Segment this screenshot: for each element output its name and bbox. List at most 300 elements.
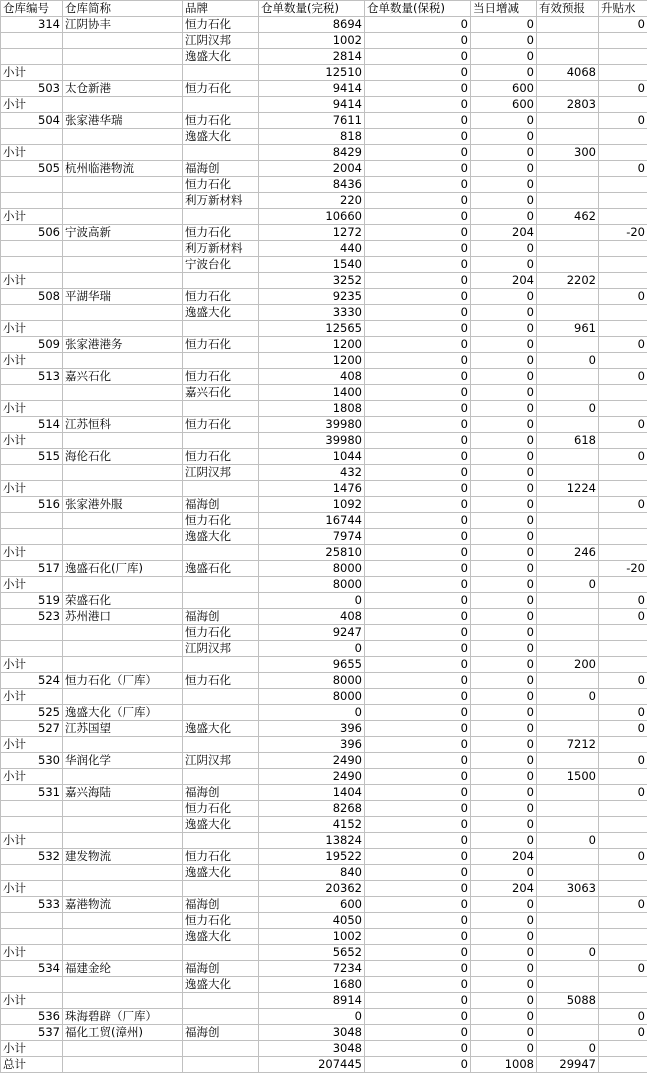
premium-discount-cell[interactable]: 0 [599, 593, 647, 609]
valid-forecast-cell[interactable] [537, 817, 599, 833]
premium-discount-cell[interactable]: 0 [599, 1025, 647, 1041]
daily-change-cell[interactable]: 0 [471, 241, 537, 257]
warehouse-name-cell[interactable]: 珠海碧辟（厂库） [63, 1009, 183, 1025]
premium-discount-cell[interactable] [599, 465, 647, 481]
brand-cell[interactable]: 恒力石化 [183, 449, 259, 465]
brand-cell[interactable] [183, 353, 259, 369]
qty-bonded-cell[interactable]: 0 [365, 465, 471, 481]
daily-change-cell[interactable]: 0 [471, 753, 537, 769]
warehouse-name-cell[interactable]: 逸盛石化(厂库) [63, 561, 183, 577]
warehouse-id-cell[interactable] [1, 129, 63, 145]
qty-duty-paid-cell[interactable]: 16744 [259, 513, 365, 529]
qty-bonded-cell[interactable]: 0 [365, 641, 471, 657]
valid-forecast-cell[interactable]: 246 [537, 545, 599, 561]
qty-bonded-cell[interactable]: 0 [365, 481, 471, 497]
brand-cell[interactable]: 逸盛大化 [183, 305, 259, 321]
valid-forecast-cell[interactable]: 1224 [537, 481, 599, 497]
header-warehouse-name[interactable]: 仓库简称 [63, 1, 183, 17]
warehouse-name-cell[interactable] [63, 801, 183, 817]
warehouse-id-cell[interactable] [1, 257, 63, 273]
qty-duty-paid-cell[interactable]: 19522 [259, 849, 365, 865]
qty-bonded-cell[interactable]: 0 [365, 785, 471, 801]
daily-change-cell[interactable]: 0 [471, 961, 537, 977]
qty-duty-paid-cell[interactable]: 1540 [259, 257, 365, 273]
brand-cell[interactable] [183, 993, 259, 1009]
warehouse-id-cell[interactable] [1, 33, 63, 49]
brand-cell[interactable] [183, 881, 259, 897]
brand-cell[interactable]: 恒力石化 [183, 81, 259, 97]
qty-bonded-cell[interactable]: 0 [365, 225, 471, 241]
qty-bonded-cell[interactable]: 0 [365, 769, 471, 785]
valid-forecast-cell[interactable] [537, 1009, 599, 1025]
daily-change-cell[interactable]: 0 [471, 433, 537, 449]
premium-discount-cell[interactable] [599, 241, 647, 257]
warehouse-name-cell[interactable] [63, 273, 183, 289]
header-daily-change[interactable]: 当日增减 [471, 1, 537, 17]
qty-duty-paid-cell[interactable]: 3048 [259, 1025, 365, 1041]
premium-discount-cell[interactable]: -20 [599, 225, 647, 241]
warehouse-name-cell[interactable]: 逸盛大化（厂库） [63, 705, 183, 721]
warehouse-name-cell[interactable] [63, 65, 183, 81]
qty-bonded-cell[interactable]: 0 [365, 577, 471, 593]
qty-bonded-cell[interactable]: 0 [365, 305, 471, 321]
warehouse-name-cell[interactable] [63, 945, 183, 961]
daily-change-cell[interactable]: 0 [471, 673, 537, 689]
daily-change-cell[interactable]: 0 [471, 545, 537, 561]
brand-cell[interactable]: 江阴汉邦 [183, 465, 259, 481]
qty-duty-paid-cell[interactable]: 7234 [259, 961, 365, 977]
premium-discount-cell[interactable] [599, 977, 647, 993]
qty-bonded-cell[interactable]: 0 [365, 273, 471, 289]
daily-change-cell[interactable]: 0 [471, 705, 537, 721]
brand-cell[interactable]: 逸盛大化 [183, 929, 259, 945]
valid-forecast-cell[interactable] [537, 465, 599, 481]
valid-forecast-cell[interactable] [537, 33, 599, 49]
warehouse-id-cell[interactable]: 505 [1, 161, 63, 177]
qty-duty-paid-cell[interactable]: 4152 [259, 817, 365, 833]
warehouse-id-cell[interactable]: 531 [1, 785, 63, 801]
brand-cell[interactable]: 逸盛大化 [183, 49, 259, 65]
warehouse-name-cell[interactable]: 江苏恒科 [63, 417, 183, 433]
header-qty-bonded[interactable]: 仓单数量(保税) [365, 1, 471, 17]
warehouse-id-cell[interactable]: 523 [1, 609, 63, 625]
warehouse-id-cell[interactable] [1, 193, 63, 209]
brand-cell[interactable] [183, 689, 259, 705]
premium-discount-cell[interactable] [599, 433, 647, 449]
warehouse-id-cell[interactable]: 516 [1, 497, 63, 513]
warehouse-name-cell[interactable] [63, 321, 183, 337]
premium-discount-cell[interactable] [599, 273, 647, 289]
premium-discount-cell[interactable]: 0 [599, 449, 647, 465]
warehouse-id-cell[interactable]: 小计 [1, 1041, 63, 1057]
warehouse-id-cell[interactable]: 小计 [1, 689, 63, 705]
valid-forecast-cell[interactable] [537, 177, 599, 193]
warehouse-id-cell[interactable]: 519 [1, 593, 63, 609]
valid-forecast-cell[interactable]: 200 [537, 657, 599, 673]
qty-bonded-cell[interactable]: 0 [365, 161, 471, 177]
warehouse-id-cell[interactable]: 525 [1, 705, 63, 721]
valid-forecast-cell[interactable]: 300 [537, 145, 599, 161]
qty-bonded-cell[interactable]: 0 [365, 513, 471, 529]
warehouse-name-cell[interactable]: 荣盛石化 [63, 593, 183, 609]
premium-discount-cell[interactable] [599, 769, 647, 785]
valid-forecast-cell[interactable] [537, 449, 599, 465]
daily-change-cell[interactable]: 0 [471, 369, 537, 385]
valid-forecast-cell[interactable] [537, 369, 599, 385]
daily-change-cell[interactable]: 0 [471, 817, 537, 833]
warehouse-id-cell[interactable]: 524 [1, 673, 63, 689]
warehouse-name-cell[interactable] [63, 881, 183, 897]
qty-duty-paid-cell[interactable]: 13824 [259, 833, 365, 849]
brand-cell[interactable] [183, 545, 259, 561]
daily-change-cell[interactable]: 0 [471, 417, 537, 433]
qty-bonded-cell[interactable]: 0 [365, 369, 471, 385]
warehouse-name-cell[interactable]: 江阴协丰 [63, 17, 183, 33]
brand-cell[interactable]: 恒力石化 [183, 801, 259, 817]
premium-discount-cell[interactable] [599, 625, 647, 641]
qty-duty-paid-cell[interactable]: 1272 [259, 225, 365, 241]
premium-discount-cell[interactable]: 0 [599, 17, 647, 33]
valid-forecast-cell[interactable] [537, 785, 599, 801]
qty-bonded-cell[interactable]: 0 [365, 689, 471, 705]
premium-discount-cell[interactable]: 0 [599, 369, 647, 385]
warehouse-name-cell[interactable] [63, 49, 183, 65]
valid-forecast-cell[interactable] [537, 81, 599, 97]
warehouse-name-cell[interactable] [63, 33, 183, 49]
qty-bonded-cell[interactable]: 0 [365, 705, 471, 721]
valid-forecast-cell[interactable]: 0 [537, 577, 599, 593]
warehouse-name-cell[interactable]: 平湖华瑞 [63, 289, 183, 305]
daily-change-cell[interactable]: 0 [471, 321, 537, 337]
brand-cell[interactable]: 恒力石化 [183, 113, 259, 129]
warehouse-name-cell[interactable] [63, 193, 183, 209]
brand-cell[interactable] [183, 209, 259, 225]
qty-duty-paid-cell[interactable]: 8000 [259, 673, 365, 689]
daily-change-cell[interactable]: 0 [471, 33, 537, 49]
qty-bonded-cell[interactable]: 0 [365, 865, 471, 881]
qty-duty-paid-cell[interactable]: 8914 [259, 993, 365, 1009]
daily-change-cell[interactable]: 600 [471, 81, 537, 97]
brand-cell[interactable]: 嘉兴石化 [183, 385, 259, 401]
warehouse-id-cell[interactable]: 小计 [1, 481, 63, 497]
qty-bonded-cell[interactable]: 0 [365, 289, 471, 305]
qty-duty-paid-cell[interactable]: 840 [259, 865, 365, 881]
warehouse-name-cell[interactable]: 福建金纶 [63, 961, 183, 977]
daily-change-cell[interactable]: 204 [471, 273, 537, 289]
brand-cell[interactable]: 恒力石化 [183, 17, 259, 33]
premium-discount-cell[interactable] [599, 833, 647, 849]
qty-bonded-cell[interactable]: 0 [365, 753, 471, 769]
warehouse-id-cell[interactable]: 小计 [1, 401, 63, 417]
warehouse-name-cell[interactable] [63, 865, 183, 881]
daily-change-cell[interactable]: 0 [471, 161, 537, 177]
daily-change-cell[interactable]: 0 [471, 721, 537, 737]
valid-forecast-cell[interactable] [537, 225, 599, 241]
qty-bonded-cell[interactable]: 0 [365, 433, 471, 449]
warehouse-name-cell[interactable]: 张家港外服 [63, 497, 183, 513]
qty-duty-paid-cell[interactable]: 1808 [259, 401, 365, 417]
warehouse-id-cell[interactable]: 小计 [1, 545, 63, 561]
qty-duty-paid-cell[interactable]: 1044 [259, 449, 365, 465]
brand-cell[interactable] [183, 1009, 259, 1025]
brand-cell[interactable]: 江阴汉邦 [183, 753, 259, 769]
warehouse-id-cell[interactable]: 506 [1, 225, 63, 241]
daily-change-cell[interactable]: 0 [471, 689, 537, 705]
warehouse-name-cell[interactable] [63, 1057, 183, 1073]
qty-bonded-cell[interactable]: 0 [365, 1041, 471, 1057]
warehouse-id-cell[interactable]: 504 [1, 113, 63, 129]
warehouse-name-cell[interactable] [63, 737, 183, 753]
premium-discount-cell[interactable] [599, 65, 647, 81]
brand-cell[interactable]: 福海创 [183, 1025, 259, 1041]
qty-duty-paid-cell[interactable]: 1002 [259, 929, 365, 945]
warehouse-name-cell[interactable] [63, 129, 183, 145]
warehouse-id-cell[interactable]: 小计 [1, 833, 63, 849]
warehouse-name-cell[interactable]: 嘉港物流 [63, 897, 183, 913]
brand-cell[interactable] [183, 273, 259, 289]
qty-duty-paid-cell[interactable]: 220 [259, 193, 365, 209]
warehouse-name-cell[interactable]: 张家港华瑞 [63, 113, 183, 129]
qty-duty-paid-cell[interactable]: 440 [259, 241, 365, 257]
valid-forecast-cell[interactable] [537, 49, 599, 65]
warehouse-name-cell[interactable]: 华润化学 [63, 753, 183, 769]
qty-bonded-cell[interactable]: 0 [365, 33, 471, 49]
qty-duty-paid-cell[interactable]: 12565 [259, 321, 365, 337]
warehouse-name-cell[interactable]: 嘉兴石化 [63, 369, 183, 385]
daily-change-cell[interactable]: 0 [471, 897, 537, 913]
qty-duty-paid-cell[interactable]: 3048 [259, 1041, 365, 1057]
valid-forecast-cell[interactable] [537, 593, 599, 609]
brand-cell[interactable]: 福海创 [183, 609, 259, 625]
daily-change-cell[interactable]: 0 [471, 497, 537, 513]
qty-bonded-cell[interactable]: 0 [365, 129, 471, 145]
warehouse-id-cell[interactable] [1, 385, 63, 401]
warehouse-name-cell[interactable]: 嘉兴海陆 [63, 785, 183, 801]
daily-change-cell[interactable]: 0 [471, 593, 537, 609]
valid-forecast-cell[interactable]: 462 [537, 209, 599, 225]
qty-duty-paid-cell[interactable]: 5652 [259, 945, 365, 961]
valid-forecast-cell[interactable]: 3063 [537, 881, 599, 897]
valid-forecast-cell[interactable] [537, 705, 599, 721]
brand-cell[interactable] [183, 577, 259, 593]
daily-change-cell[interactable]: 0 [471, 609, 537, 625]
valid-forecast-cell[interactable]: 5088 [537, 993, 599, 1009]
premium-discount-cell[interactable]: 0 [599, 1009, 647, 1025]
qty-duty-paid-cell[interactable]: 396 [259, 721, 365, 737]
premium-discount-cell[interactable] [599, 97, 647, 113]
qty-duty-paid-cell[interactable]: 8436 [259, 177, 365, 193]
warehouse-name-cell[interactable] [63, 641, 183, 657]
premium-discount-cell[interactable] [599, 881, 647, 897]
qty-bonded-cell[interactable]: 0 [365, 545, 471, 561]
warehouse-id-cell[interactable] [1, 865, 63, 881]
warehouse-name-cell[interactable] [63, 913, 183, 929]
daily-change-cell[interactable]: 0 [471, 577, 537, 593]
warehouse-id-cell[interactable] [1, 913, 63, 929]
valid-forecast-cell[interactable] [537, 961, 599, 977]
daily-change-cell[interactable]: 204 [471, 881, 537, 897]
qty-bonded-cell[interactable]: 0 [365, 993, 471, 1009]
qty-duty-paid-cell[interactable]: 0 [259, 1009, 365, 1025]
qty-bonded-cell[interactable]: 0 [365, 417, 471, 433]
qty-duty-paid-cell[interactable]: 9655 [259, 657, 365, 673]
brand-cell[interactable]: 福海创 [183, 785, 259, 801]
brand-cell[interactable]: 恒力石化 [183, 513, 259, 529]
daily-change-cell[interactable]: 0 [471, 641, 537, 657]
qty-bonded-cell[interactable]: 0 [365, 737, 471, 753]
warehouse-id-cell[interactable]: 小计 [1, 769, 63, 785]
warehouse-id-cell[interactable]: 小计 [1, 433, 63, 449]
daily-change-cell[interactable]: 0 [471, 737, 537, 753]
valid-forecast-cell[interactable] [537, 897, 599, 913]
qty-duty-paid-cell[interactable]: 1200 [259, 353, 365, 369]
qty-duty-paid-cell[interactable]: 408 [259, 609, 365, 625]
valid-forecast-cell[interactable] [537, 257, 599, 273]
qty-duty-paid-cell[interactable]: 8000 [259, 561, 365, 577]
warehouse-id-cell[interactable]: 515 [1, 449, 63, 465]
brand-cell[interactable]: 逸盛大化 [183, 721, 259, 737]
qty-bonded-cell[interactable]: 0 [365, 177, 471, 193]
qty-bonded-cell[interactable]: 0 [365, 817, 471, 833]
valid-forecast-cell[interactable]: 0 [537, 401, 599, 417]
daily-change-cell[interactable]: 0 [471, 449, 537, 465]
valid-forecast-cell[interactable] [537, 913, 599, 929]
premium-discount-cell[interactable] [599, 865, 647, 881]
warehouse-name-cell[interactable]: 海伦石化 [63, 449, 183, 465]
qty-bonded-cell[interactable]: 0 [365, 49, 471, 65]
warehouse-id-cell[interactable]: 小计 [1, 993, 63, 1009]
valid-forecast-cell[interactable]: 4068 [537, 65, 599, 81]
valid-forecast-cell[interactable]: 29947 [537, 1057, 599, 1073]
warehouse-id-cell[interactable] [1, 801, 63, 817]
qty-bonded-cell[interactable]: 0 [365, 385, 471, 401]
daily-change-cell[interactable]: 0 [471, 561, 537, 577]
warehouse-id-cell[interactable] [1, 817, 63, 833]
qty-duty-paid-cell[interactable]: 1404 [259, 785, 365, 801]
warehouse-name-cell[interactable]: 杭州临港物流 [63, 161, 183, 177]
qty-bonded-cell[interactable]: 0 [365, 561, 471, 577]
header-warehouse-id[interactable]: 仓库编号 [1, 1, 63, 17]
qty-bonded-cell[interactable]: 0 [365, 193, 471, 209]
warehouse-id-cell[interactable]: 小计 [1, 65, 63, 81]
daily-change-cell[interactable]: 0 [471, 401, 537, 417]
valid-forecast-cell[interactable] [537, 337, 599, 353]
valid-forecast-cell[interactable] [537, 17, 599, 33]
qty-bonded-cell[interactable]: 0 [365, 337, 471, 353]
qty-bonded-cell[interactable]: 0 [365, 17, 471, 33]
qty-duty-paid-cell[interactable]: 408 [259, 369, 365, 385]
daily-change-cell[interactable]: 0 [471, 1009, 537, 1025]
qty-bonded-cell[interactable]: 0 [365, 449, 471, 465]
qty-duty-paid-cell[interactable]: 9235 [259, 289, 365, 305]
qty-bonded-cell[interactable]: 0 [365, 1025, 471, 1041]
warehouse-name-cell[interactable] [63, 625, 183, 641]
premium-discount-cell[interactable]: 0 [599, 81, 647, 97]
valid-forecast-cell[interactable]: 0 [537, 833, 599, 849]
daily-change-cell[interactable]: 204 [471, 225, 537, 241]
valid-forecast-cell[interactable]: 0 [537, 1041, 599, 1057]
brand-cell[interactable]: 恒力石化 [183, 625, 259, 641]
brand-cell[interactable] [183, 1041, 259, 1057]
warehouse-id-cell[interactable]: 530 [1, 753, 63, 769]
premium-discount-cell[interactable] [599, 257, 647, 273]
qty-duty-paid-cell[interactable]: 432 [259, 465, 365, 481]
qty-bonded-cell[interactable]: 0 [365, 145, 471, 161]
daily-change-cell[interactable]: 0 [471, 177, 537, 193]
warehouse-id-cell[interactable]: 513 [1, 369, 63, 385]
qty-bonded-cell[interactable]: 0 [365, 913, 471, 929]
header-valid-forecast[interactable]: 有效预报 [537, 1, 599, 17]
premium-discount-cell[interactable] [599, 305, 647, 321]
brand-cell[interactable] [183, 593, 259, 609]
valid-forecast-cell[interactable] [537, 561, 599, 577]
qty-duty-paid-cell[interactable]: 8268 [259, 801, 365, 817]
qty-bonded-cell[interactable]: 0 [365, 833, 471, 849]
daily-change-cell[interactable]: 0 [471, 529, 537, 545]
warehouse-name-cell[interactable] [63, 257, 183, 273]
brand-cell[interactable]: 逸盛大化 [183, 529, 259, 545]
daily-change-cell[interactable]: 0 [471, 929, 537, 945]
warehouse-id-cell[interactable]: 小计 [1, 97, 63, 113]
qty-duty-paid-cell[interactable]: 207445 [259, 1057, 365, 1073]
warehouse-id-cell[interactable]: 小计 [1, 145, 63, 161]
brand-cell[interactable]: 恒力石化 [183, 177, 259, 193]
qty-duty-paid-cell[interactable]: 1092 [259, 497, 365, 513]
warehouse-name-cell[interactable]: 福化工贸(漳州) [63, 1025, 183, 1041]
valid-forecast-cell[interactable] [537, 241, 599, 257]
valid-forecast-cell[interactable] [537, 1025, 599, 1041]
brand-cell[interactable]: 福海创 [183, 161, 259, 177]
qty-bonded-cell[interactable]: 0 [365, 945, 471, 961]
warehouse-id-cell[interactable]: 总计 [1, 1057, 63, 1073]
valid-forecast-cell[interactable] [537, 753, 599, 769]
warehouse-name-cell[interactable] [63, 481, 183, 497]
warehouse-name-cell[interactable] [63, 241, 183, 257]
brand-cell[interactable]: 恒力石化 [183, 369, 259, 385]
warehouse-name-cell[interactable] [63, 433, 183, 449]
warehouse-id-cell[interactable] [1, 929, 63, 945]
warehouse-id-cell[interactable] [1, 513, 63, 529]
daily-change-cell[interactable]: 0 [471, 977, 537, 993]
warehouse-name-cell[interactable] [63, 817, 183, 833]
premium-discount-cell[interactable] [599, 737, 647, 753]
qty-duty-paid-cell[interactable]: 396 [259, 737, 365, 753]
warehouse-name-cell[interactable] [63, 769, 183, 785]
qty-bonded-cell[interactable]: 0 [365, 81, 471, 97]
valid-forecast-cell[interactable]: 2803 [537, 97, 599, 113]
qty-bonded-cell[interactable]: 0 [365, 977, 471, 993]
valid-forecast-cell[interactable]: 7212 [537, 737, 599, 753]
brand-cell[interactable]: 逸盛石化 [183, 561, 259, 577]
daily-change-cell[interactable]: 0 [471, 993, 537, 1009]
valid-forecast-cell[interactable] [537, 625, 599, 641]
daily-change-cell[interactable]: 0 [471, 1041, 537, 1057]
brand-cell[interactable] [183, 481, 259, 497]
qty-duty-paid-cell[interactable]: 1400 [259, 385, 365, 401]
daily-change-cell[interactable]: 0 [471, 945, 537, 961]
premium-discount-cell[interactable]: 0 [599, 417, 647, 433]
qty-bonded-cell[interactable]: 0 [365, 593, 471, 609]
premium-discount-cell[interactable] [599, 33, 647, 49]
brand-cell[interactable]: 恒力石化 [183, 417, 259, 433]
warehouse-id-cell[interactable]: 小计 [1, 273, 63, 289]
daily-change-cell[interactable]: 0 [471, 193, 537, 209]
warehouse-name-cell[interactable] [63, 977, 183, 993]
qty-bonded-cell[interactable]: 0 [365, 1057, 471, 1073]
brand-cell[interactable]: 福海创 [183, 961, 259, 977]
qty-bonded-cell[interactable]: 0 [365, 881, 471, 897]
daily-change-cell[interactable]: 0 [471, 65, 537, 81]
